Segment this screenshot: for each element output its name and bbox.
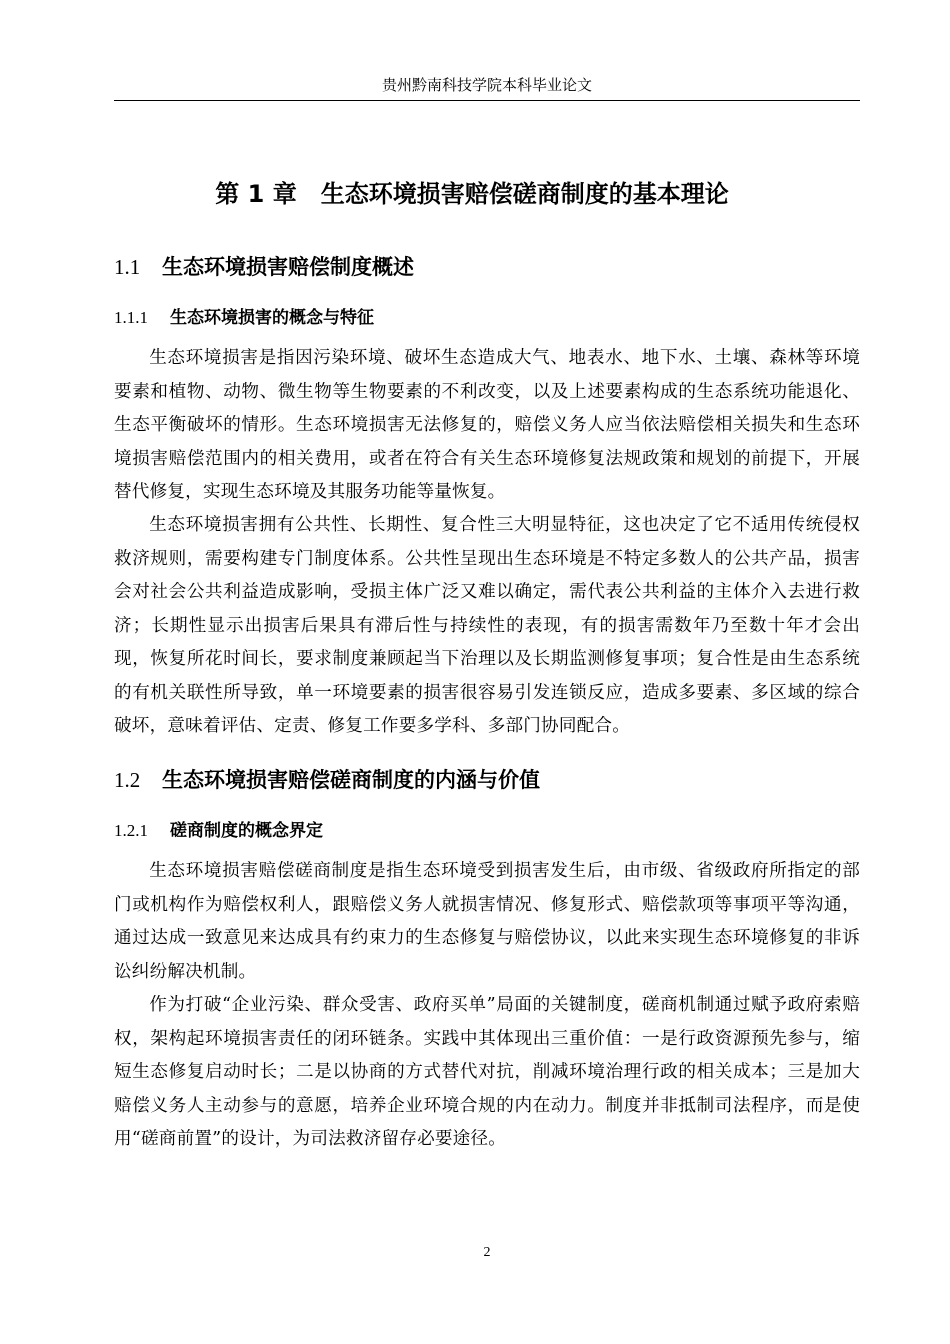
section-number: 1.1: [114, 255, 141, 279]
page-header: [114, 74, 860, 101]
section-title-1-1: [114, 252, 414, 282]
subsection-number: 1.1.1: [114, 308, 148, 327]
paragraph: 生态环境损害是指因污染环境、破坏生态造成大气、地表水、地下水、土壤、森林等环境要素和植物、动物、微生物等生物要素的不利改变，以及上述要素构成的生态系统功能退化、生态平衡破坏的情形。生态环境损害无法修复的，赔偿义务人应当依法赔偿相关损失和生态环境损害赔偿范围内的相关费用，或者在符合有关生态环境修复法规政策和规划的前提下，开展替代修复，实现生态环境及其服务功能等量恢复。: [114, 348, 860, 502]
subsection-heading: 生态环境损害的概念与特征: [170, 308, 374, 328]
paragraph: 作为打破“企业污染、群众受害、政府买单”局面的关键制度，磋商机制通过赋予政府索赔权，架构起环境损害责任的闭环链条。实践中其体现出三重价值：一是行政资源预先参与，缩短生态修复启动时长；二是以协商的方式替代对抗，削减环境治理行政的相关成本；三是加大赔偿义务人主动参与的意愿，培养企业环境合规的内在动力。制度并非抵制司法程序，而是使用“磋商前置”的设计，为司法救济留存必要途径。: [114, 995, 860, 1149]
page-number: 2: [483, 1245, 491, 1260]
section-title-1-2: [114, 765, 540, 795]
section-number: 1.2: [114, 768, 141, 792]
paragraph: 生态环境损害拥有公共性、长期性、复合性三大明显特征，这也决定了它不适用传统侵权救济规则，需要构建专门制度体系。公共性呈现出生态环境是不特定多数人的公共产品，损害会对社会公共利益造成影响，受损主体广泛又难以确定，需代表公共利益的主体介入去进行救济；长期性显示出损害后果具有滞后性与持续性的表现，有的损害需数年乃至数十年才会出现，恢复所花时间长，要求制度兼顾起当下治理以及长期监测修复事项；复合性是由生态系统的有机关联性所导致，单一环境要素的损害很容易引发连锁反应，造成多要素、多区域的综合破坏，意味着评估、定责、修复工作要多学科、多部门协同配合。: [114, 515, 860, 736]
subsection-title-1-1-1: [114, 305, 374, 331]
subsection-heading: 磋商制度的概念界定: [170, 821, 323, 841]
section-heading: 生态环境损害赔偿制度概述: [162, 255, 414, 279]
subsection-title-1-2-1: [114, 818, 323, 844]
section-heading: 生态环境损害赔偿磋商制度的内涵与价值: [162, 768, 540, 792]
chapter-title: 第 1 章 生态环境损害赔偿磋商制度的基本理论: [215, 180, 729, 208]
subsection-number: 1.2.1: [114, 821, 148, 840]
paragraph: 生态环境损害赔偿磋商制度是指生态环境受到损害发生后，由市级、省级政府所指定的部门或机构作为赔偿权利人，跟赔偿义务人就损害情况、修复形式、赔偿款项等事项平等沟通，通过达成一致意见来达成具有约束力的生态修复与赔偿协议，以此来实现生态环境修复的非诉讼纠纷解决机制。: [114, 861, 860, 982]
header-text: 贵州黔南科技学院本科毕业论文: [381, 76, 592, 94]
